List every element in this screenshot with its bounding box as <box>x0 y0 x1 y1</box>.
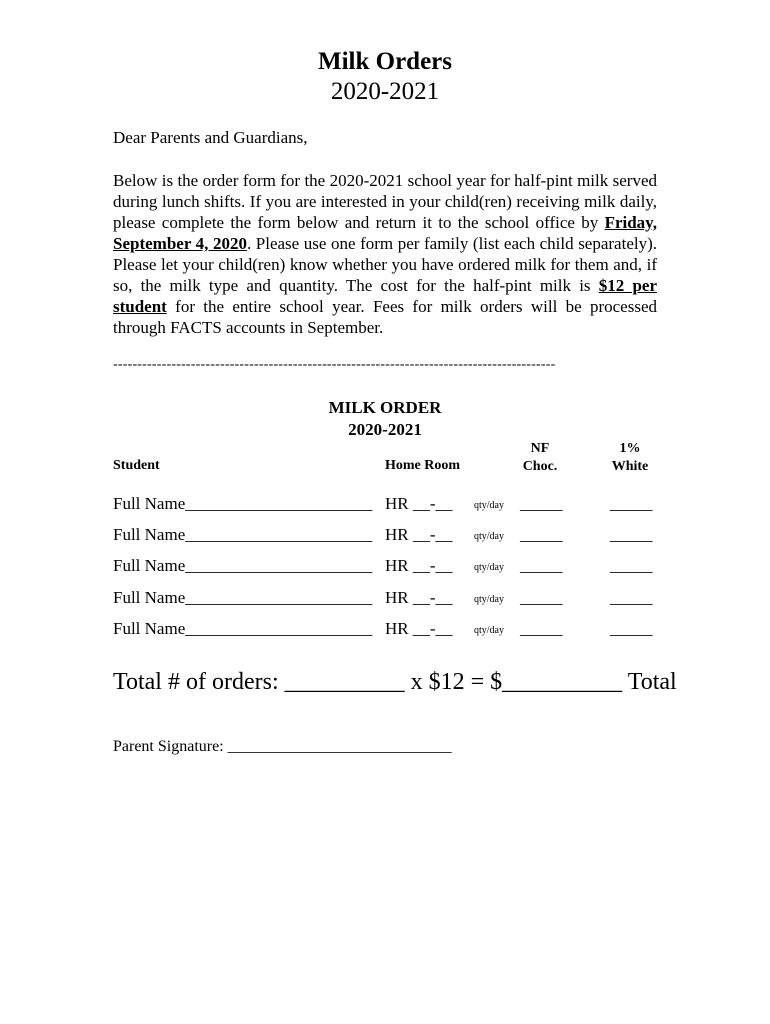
price-per-student: $12 per student <box>113 276 657 316</box>
form-year: 2020-2021 <box>348 420 422 439</box>
column-header-nf-choc <box>510 440 570 476</box>
homeroom-field[interactable]: HR __-__ <box>385 494 453 513</box>
order-row <box>0 556 770 580</box>
white-qty-field[interactable]: _____ <box>610 525 653 544</box>
choc-label: Choc. <box>522 459 558 474</box>
column-header-homeroom: Home Room <box>385 458 461 473</box>
cut-line-divider: ------------------------------------------------------------------------------------------- <box>113 357 556 372</box>
letter-greeting: Dear Parents and Guardians, <box>113 128 308 147</box>
homeroom-field[interactable]: HR __-__ <box>385 525 453 544</box>
nf-choc-qty-field[interactable]: _____ <box>520 588 563 607</box>
letter-text-part2: . Please use one form per family (list each child separately). Please let your child(ren) know whether you have ordered milk for them and, if so, the milk type and quantity. The cost for the half-pint milk is <box>113 234 658 295</box>
student-name-field[interactable]: Full Name______________________ <box>113 619 373 638</box>
white-qty-field[interactable]: _____ <box>610 619 653 638</box>
homeroom-field[interactable]: HR __-__ <box>385 588 453 607</box>
column-header-student: Student <box>113 458 160 473</box>
page-title: Milk Orders <box>317 48 452 75</box>
qty-per-day-label: qty/day <box>474 531 504 542</box>
nf-label: NF <box>530 441 550 456</box>
student-name-field[interactable]: Full Name______________________ <box>113 556 373 575</box>
qty-per-day-label: qty/day <box>474 594 504 605</box>
letter-text-part1: Below is the order form for the 2020-2021 school year for half-pint milk served during lunch shifts. If you are interested in your child(ren) receiving milk daily, please complete the form below and return it to the school office by <box>113 171 657 232</box>
nf-choc-qty-field[interactable]: _____ <box>520 556 563 575</box>
order-row <box>0 588 770 612</box>
qty-per-day-label: qty/day <box>474 562 504 573</box>
deadline-date: Friday, September 4, 2020 <box>113 213 657 253</box>
nf-choc-qty-field[interactable]: _____ <box>520 525 563 544</box>
letter-body <box>113 170 657 338</box>
page-year: 2020-2021 <box>330 78 440 105</box>
order-row <box>0 525 770 549</box>
column-header-1pct-white <box>600 440 660 476</box>
white-qty-field[interactable]: _____ <box>610 556 653 575</box>
qty-per-day-label: qty/day <box>474 625 504 636</box>
nf-choc-qty-field[interactable]: _____ <box>520 619 563 638</box>
homeroom-field[interactable]: HR __-__ <box>385 556 453 575</box>
letter-text-part3: for the entire school year. Fees for milk orders will be processed through FACTS accounts in September. <box>113 297 657 337</box>
student-name-field[interactable]: Full Name______________________ <box>113 494 373 513</box>
qty-per-day-label: qty/day <box>474 500 504 511</box>
homeroom-field[interactable]: HR __-__ <box>385 619 453 638</box>
order-row <box>0 494 770 518</box>
nf-choc-qty-field[interactable]: _____ <box>520 494 563 513</box>
white-qty-field[interactable]: _____ <box>610 494 653 513</box>
white-label: White <box>611 459 649 474</box>
parent-signature-line[interactable]: Parent Signature: ____________________________ <box>113 738 452 755</box>
form-title: MILK ORDER <box>328 398 442 417</box>
one-percent-label: 1% <box>619 441 641 456</box>
total-orders-line[interactable]: Total # of orders: __________ x $12 = $__________ Total <box>113 669 677 695</box>
student-name-field[interactable]: Full Name______________________ <box>113 588 373 607</box>
student-name-field[interactable]: Full Name______________________ <box>113 525 373 544</box>
order-row <box>0 619 770 643</box>
white-qty-field[interactable]: _____ <box>610 588 653 607</box>
